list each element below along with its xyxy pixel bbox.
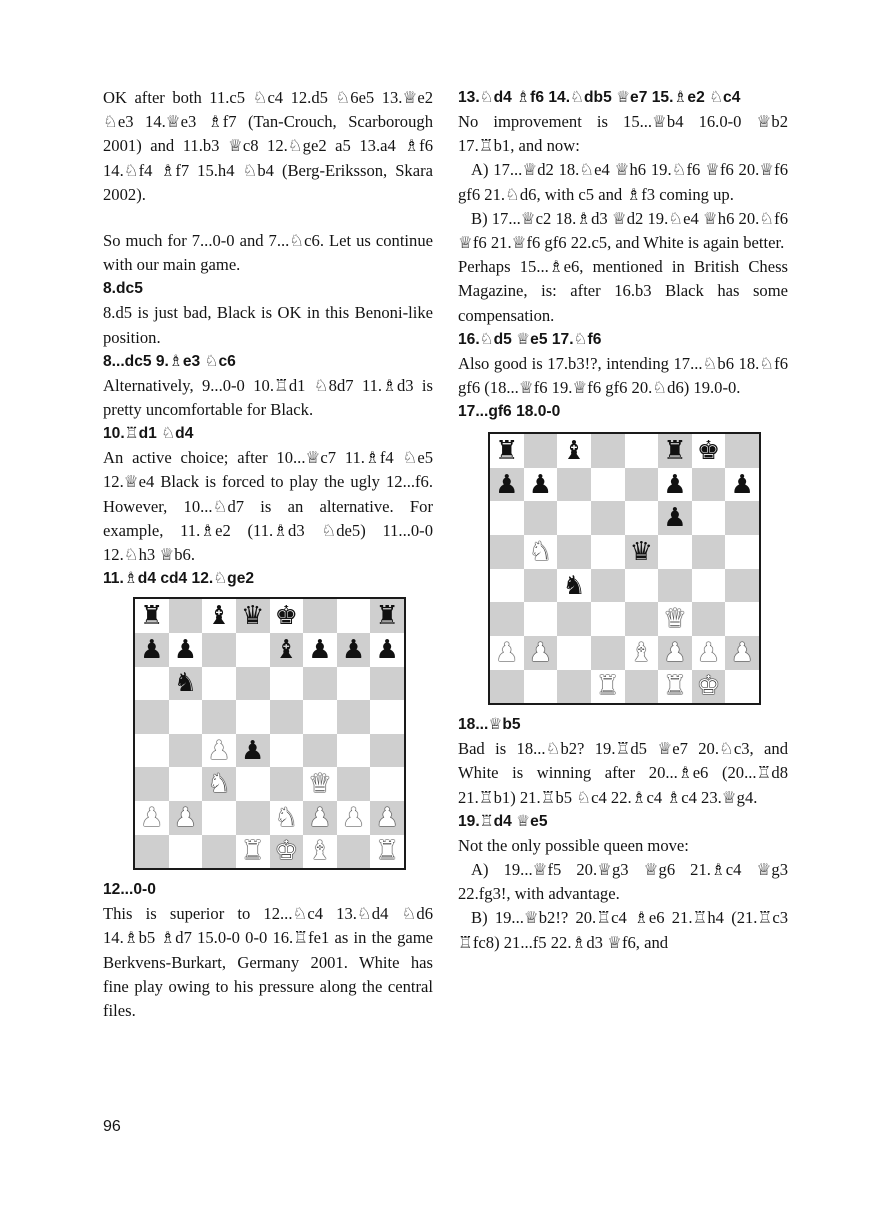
board-square [692, 602, 726, 636]
board-square [524, 670, 558, 704]
board-square [337, 700, 371, 734]
board-square [692, 636, 726, 670]
white-pawn-icon: ♟ [495, 637, 519, 668]
board-square [625, 602, 659, 636]
black-pawn-icon: ♟ [528, 469, 553, 500]
board-square [557, 670, 591, 704]
paragraph: So much for 7...0-0 and 7...♘c6. Let us continue with our main game. [103, 231, 433, 275]
board-square [625, 501, 659, 535]
board-square [591, 501, 625, 535]
board-square [591, 636, 625, 670]
board-square [490, 670, 524, 704]
white-rook-icon: ♜ [663, 671, 687, 702]
white-pawn-icon: ♟ [696, 637, 721, 668]
board-square [169, 700, 203, 734]
black-knight-icon: ♞ [562, 570, 586, 601]
black-bishop-icon: ♝ [274, 634, 298, 665]
board-square [270, 767, 304, 801]
board-square [135, 734, 169, 768]
board-square [135, 801, 169, 835]
board-square [270, 734, 304, 768]
white-pawn-icon: ♟ [207, 735, 231, 766]
paragraph: An active choice; after 10...♕c7 11.♗f4 ♘e5 12.♕e4 Black is forced to play the ugly 12...f6. However, 10...♘d7 is an alternative. For example, 11.♗e2 (11.♗d3 ♘de5) 11...0-0 12.♘h3 ♕b6. [103, 448, 433, 565]
white-pawn-icon: ♟ [663, 637, 687, 668]
board-square [625, 468, 659, 502]
board-square [625, 670, 659, 704]
variation-paragraph: B) 17...♕c2 18.♗d3 ♕d2 19.♘e4 ♕h6 20.♘f6 ♕f6 21.♕f6 gf6 22.c5, and White is again better. [458, 208, 788, 253]
board-square [490, 434, 524, 468]
board-square [658, 434, 692, 468]
paragraph: Not the only possible queen move: [458, 835, 689, 855]
black-knight-icon: ♞ [173, 668, 198, 699]
white-pawn-icon: ♟ [528, 637, 553, 668]
white-king-icon: ♚ [696, 671, 721, 702]
move-heading: 8.dc5 [103, 280, 143, 298]
white-knight-icon: ♞ [274, 802, 298, 833]
move-heading: 13.♘d4 ♗f6 14.♘db5 ♕e7 15.♗e2 ♘c4 [458, 89, 741, 106]
board-square [524, 501, 558, 535]
board-square [557, 569, 591, 603]
paragraph: Alternatively, 9...0-0 10.♖d1 ♘8d7 11.♗d3 is pretty uncomfortable for Black. [103, 375, 433, 420]
board-square [370, 633, 404, 667]
black-bishop-icon: ♝ [562, 436, 586, 467]
board-square [202, 633, 236, 667]
move-heading: 12...0-0 [103, 881, 156, 899]
black-pawn-icon: ♟ [241, 735, 265, 766]
variation-paragraph: A) 17...♕d2 18.♘e4 ♕h6 19.♘f6 ♕f6 20.♕f6 gf6 21.♘d6, with c5 and ♗f3 coming up. [458, 160, 788, 204]
chess-diagram [133, 597, 406, 870]
board-square [725, 569, 759, 603]
board-square [557, 434, 591, 468]
board-square [625, 434, 659, 468]
board-square [303, 667, 337, 701]
board-square [524, 468, 558, 502]
board-square [625, 569, 659, 603]
paragraph: 8.d5 is just bad, Black is OK in this Benoni-like position. [103, 303, 433, 347]
board-square [337, 835, 371, 869]
board-square [658, 602, 692, 636]
board-square [591, 535, 625, 569]
board-square [169, 835, 203, 869]
board-square [303, 633, 337, 667]
board-square [490, 468, 524, 502]
variation-paragraph: A) 19...♕f5 20.♕g3 ♕g6 21.♗c4 ♕g3 22.fg3!, with advantage. [458, 860, 788, 904]
move-heading: 10.♖d1 ♘d4 [103, 425, 194, 443]
board-square [303, 835, 337, 869]
board-square [236, 667, 270, 701]
board-square [270, 700, 304, 734]
board-square [202, 700, 236, 734]
board-square [370, 734, 404, 768]
black-bishop-icon: ♝ [207, 601, 231, 632]
board-square [557, 636, 591, 670]
board-square [135, 667, 169, 701]
move-heading: 19.♖d4 ♕e5 [458, 812, 548, 830]
board-square [135, 633, 169, 667]
board-square [169, 633, 203, 667]
board-square [202, 667, 236, 701]
board-square [692, 569, 726, 603]
board-square [303, 700, 337, 734]
board-square [270, 801, 304, 835]
board-square [692, 535, 726, 569]
board-square [725, 434, 759, 468]
white-pawn-icon: ♟ [375, 802, 399, 833]
black-rook-icon: ♜ [140, 601, 164, 632]
board-square [591, 468, 625, 502]
board-square [524, 434, 558, 468]
board-square [557, 501, 591, 535]
board-square [490, 535, 524, 569]
board-square [370, 667, 404, 701]
black-queen-icon: ♛ [629, 536, 653, 567]
paragraph: OK after both 11.c5 ♘c4 12.d5 ♘6e5 13.♕e2 ♘e3 14.♕e3 ♗f7 (Tan-Crouch, Scarborough 2001) and 11.b3 ♕c8 12.♘ge2 a5 13.a4 ♗f6 14.♘f4 ♗f7 15.h4 ♘b4 (Berg-Eriksson, Skara 2002). [103, 88, 433, 204]
board-square [303, 599, 337, 633]
board-square [337, 801, 371, 835]
move-heading: 18...♕b5 [458, 716, 521, 734]
white-rook-icon: ♜ [596, 671, 620, 702]
board-square [236, 835, 270, 869]
black-king-icon: ♚ [274, 601, 298, 632]
board-square [591, 569, 625, 603]
board-square [490, 501, 524, 535]
board-square [202, 835, 236, 869]
white-pawn-icon: ♟ [341, 802, 366, 833]
board-square [135, 700, 169, 734]
board-square [169, 599, 203, 633]
white-knight-icon: ♞ [528, 536, 553, 567]
white-queen-icon: ♛ [308, 769, 332, 800]
black-pawn-icon: ♟ [663, 469, 687, 500]
black-king-icon: ♚ [696, 436, 721, 467]
board-square [658, 535, 692, 569]
board-square [236, 599, 270, 633]
left-column [103, 86, 433, 1023]
white-king-icon: ♚ [274, 836, 298, 867]
board-square [725, 670, 759, 704]
board-square [135, 835, 169, 869]
board-square [725, 535, 759, 569]
paragraph: This is superior to 12...♘c4 13.♘d4 ♘d6 14.♗b5 ♗d7 15.0-0 0-0 16.♖fe1 as in the game Berkvens-Burkart, Germany 2001. White has fine play owing to his pressure along the central files. [103, 904, 433, 1021]
board-square [236, 767, 270, 801]
board-square [725, 636, 759, 670]
black-rook-icon: ♜ [375, 601, 399, 632]
black-pawn-icon: ♟ [495, 469, 519, 500]
black-pawn-icon: ♟ [173, 634, 198, 665]
board-square [591, 670, 625, 704]
move-heading: 8...dc5 9.♗e3 ♘c6 [103, 352, 236, 370]
move-heading: 11.♗d4 cd4 12.♘ge2 [103, 570, 255, 588]
board-square [370, 801, 404, 835]
board-square [557, 602, 591, 636]
chess-diagram [488, 432, 761, 705]
board-square [658, 468, 692, 502]
board-square [658, 670, 692, 704]
board-square [725, 468, 759, 502]
board-square [524, 569, 558, 603]
board-square [202, 767, 236, 801]
board-square [202, 801, 236, 835]
black-pawn-icon: ♟ [375, 634, 399, 665]
board-square [270, 835, 304, 869]
board-square [337, 667, 371, 701]
board-square [658, 569, 692, 603]
board-square [169, 734, 203, 768]
white-rook-icon: ♜ [375, 836, 399, 867]
board-square [236, 633, 270, 667]
board-square [725, 501, 759, 535]
board-square [337, 734, 371, 768]
board-square [236, 700, 270, 734]
variation-paragraph: B) 19...♕b2!? 20.♖c4 ♗e6 21.♖h4 (21.♖c3 ♖fc8) 21...f5 22.♗d3 ♕f6, and [458, 908, 788, 952]
white-pawn-icon: ♟ [730, 637, 754, 668]
board-square [270, 599, 304, 633]
black-pawn-icon: ♟ [341, 634, 366, 665]
move-heading: 16.♘d5 ♕e5 17.♘f6 [458, 330, 602, 348]
board-square [524, 602, 558, 636]
paragraph: Bad is 18...♘b2? 19.♖d5 ♕e7 20.♘c3, and White is winning after 20...♗e6 (20...♖d8 21.♖b1) 21.♖b5 ♘c4 22.♗c4 ♗c4 23.♕g4. [458, 739, 788, 807]
board-square [270, 633, 304, 667]
paragraph: No improvement is 15...♕b4 16.0-0 ♕b2 17.♖b1, and now: [458, 112, 788, 156]
white-bishop-icon: ♝ [308, 836, 332, 867]
board-square [337, 599, 371, 633]
board-square [591, 602, 625, 636]
black-pawn-icon: ♟ [663, 503, 687, 534]
black-rook-icon: ♜ [663, 436, 687, 467]
board-square [370, 599, 404, 633]
board-square [236, 801, 270, 835]
black-pawn-icon: ♟ [730, 469, 754, 500]
board-square [524, 636, 558, 670]
board-square [692, 468, 726, 502]
board-square [658, 636, 692, 670]
white-pawn-icon: ♟ [173, 802, 198, 833]
white-knight-icon: ♞ [207, 769, 231, 800]
board-square [725, 602, 759, 636]
board-square [692, 501, 726, 535]
board-square [625, 636, 659, 670]
board-square [236, 734, 270, 768]
board-square [135, 599, 169, 633]
white-queen-icon: ♛ [663, 604, 687, 635]
board-square [625, 535, 659, 569]
board-square [169, 667, 203, 701]
board-square [303, 801, 337, 835]
board-square [490, 569, 524, 603]
black-rook-icon: ♜ [495, 436, 519, 467]
paragraph: Perhaps 15...♗e6, mentioned in British Chess Magazine, is: after 16.b3 Black has some compensation. [458, 257, 788, 325]
white-rook-icon: ♜ [241, 836, 265, 867]
board-square [270, 667, 304, 701]
board-square [370, 767, 404, 801]
board-square [591, 434, 625, 468]
move-heading: 17...gf6 18.0-0 [458, 403, 561, 421]
black-pawn-icon: ♟ [308, 634, 332, 665]
board-square [303, 734, 337, 768]
board-square [337, 767, 371, 801]
board-square [169, 801, 203, 835]
board-square [692, 434, 726, 468]
board-square [202, 734, 236, 768]
page-number: 96 [103, 1118, 121, 1135]
board-square [490, 636, 524, 670]
board-square [303, 767, 337, 801]
paragraph: Also good is 17.b3!?, intending 17...♘b6 18.♘f6 gf6 (18...♕f6 19.♕f6 gf6 20.♘d6) 19.0-0. [458, 353, 788, 398]
board-square [337, 633, 371, 667]
white-pawn-icon: ♟ [140, 802, 164, 833]
right-column [458, 86, 788, 955]
black-pawn-icon: ♟ [140, 634, 164, 665]
board-square [370, 835, 404, 869]
white-pawn-icon: ♟ [308, 802, 332, 833]
board-square [202, 599, 236, 633]
board-square [370, 700, 404, 734]
board-square [692, 670, 726, 704]
board-square [557, 535, 591, 569]
board-square [557, 468, 591, 502]
black-queen-icon: ♛ [241, 601, 265, 632]
board-square [490, 602, 524, 636]
board-square [524, 535, 558, 569]
white-bishop-icon: ♝ [629, 637, 653, 668]
board-square [135, 767, 169, 801]
board-square [658, 501, 692, 535]
board-square [169, 767, 203, 801]
